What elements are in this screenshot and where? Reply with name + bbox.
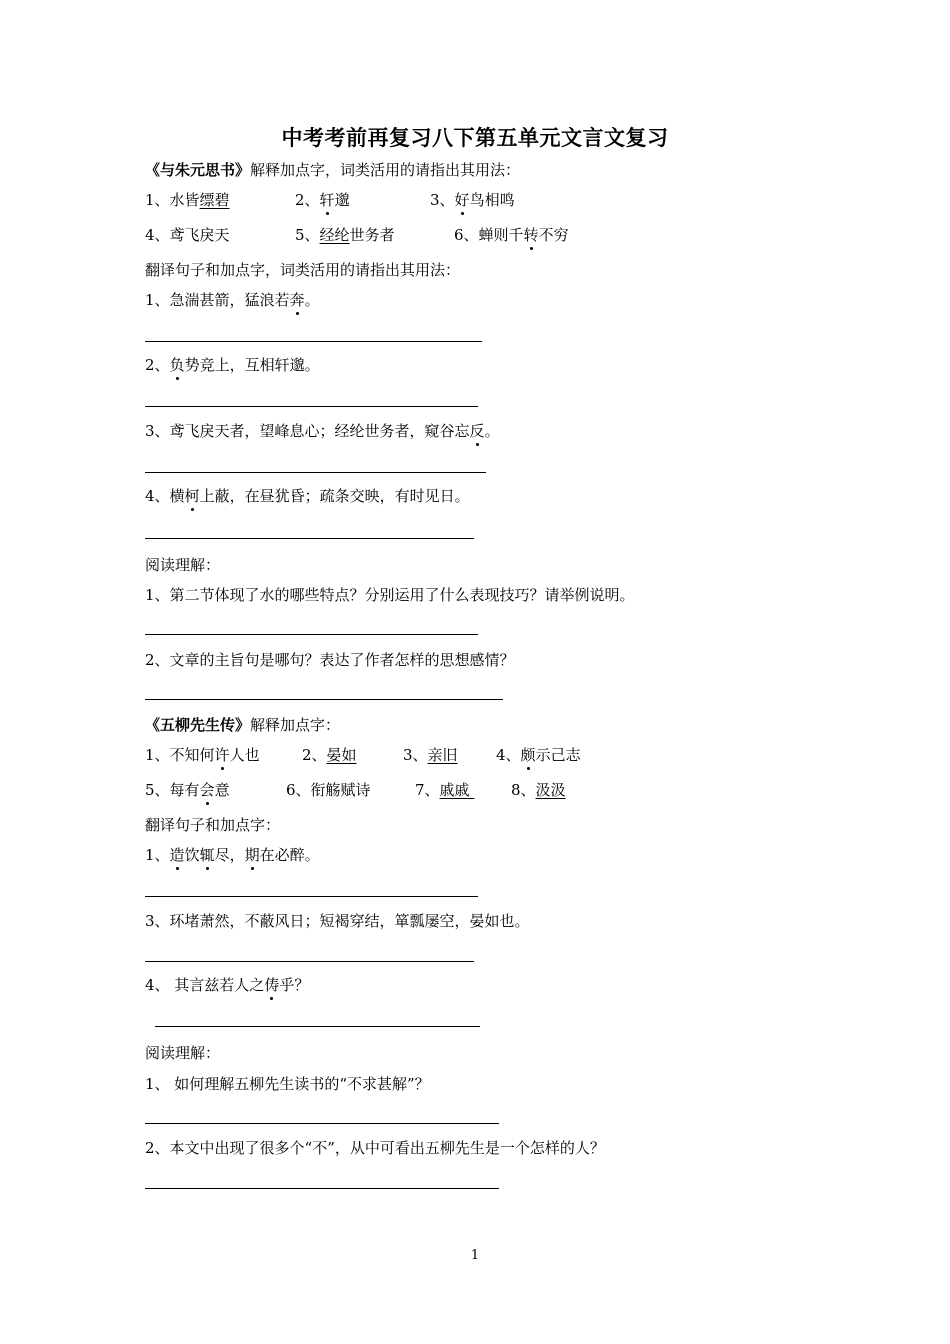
s2-word-8: 8、汲汲	[511, 781, 566, 799]
answer-line[interactable]	[145, 538, 474, 539]
s2-header-title: 《五柳先生传》	[145, 716, 251, 734]
s2-word-4: 4、颇示己志	[496, 746, 581, 764]
s1-question-1: 1、第二节体现了水的哪些特点？分别运用了什么表现技巧？请举例说明。	[145, 586, 635, 604]
s2-word-row-2	[145, 780, 845, 800]
answer-line[interactable]	[155, 1026, 480, 1027]
s2-reading-heading: 阅读理解：	[145, 1044, 221, 1062]
answer-line[interactable]	[145, 961, 474, 962]
answer-line[interactable]	[145, 896, 478, 897]
s2-header	[145, 715, 340, 735]
s1-sentence-2: 2、负势竞上，互相轩邈。	[145, 356, 320, 374]
s1-word-row-2	[145, 225, 845, 245]
s2-question-1: 1、 如何理解五柳先生读书的“不求甚解”？	[145, 1075, 430, 1093]
answer-line[interactable]	[145, 472, 486, 473]
s2-word-6: 6、衔觞赋诗	[286, 781, 371, 799]
s2-sentence-1: 1、造饮辄尽，期在必醉。	[145, 846, 320, 864]
document-title: 中考考前再复习八下第五单元文言文复习	[281, 125, 669, 150]
s1-question-2: 2、文章的主旨句是哪句？表达了作者怎样的思想感情？	[145, 651, 515, 669]
s1-word-5: 5、经纶世务者	[295, 226, 395, 244]
s1-header	[145, 160, 520, 180]
s1-sentence-3: 3、鸢飞戾天者，望峰息心；经纶世务者，窥谷忘反。	[145, 422, 500, 440]
s1-word-2: 2、轩邈	[295, 191, 350, 209]
s2-word-3: 3、亲旧	[403, 746, 458, 764]
answer-line[interactable]	[145, 634, 478, 635]
s1-header-instruction: 解释加点字，词类活用的请指出其用法：	[250, 161, 521, 179]
s2-word-row-1	[145, 745, 845, 765]
s2-word-1: 1、不知何许人也	[145, 746, 260, 764]
s1-sentence-1: 1、急湍甚箭，猛浪若奔。	[145, 291, 320, 309]
answer-line[interactable]	[145, 1123, 499, 1124]
s2-word-5: 5、每有会意	[145, 781, 230, 799]
s2-word-2: 2、晏如	[302, 746, 357, 764]
answer-line[interactable]	[145, 1188, 499, 1189]
s2-translate-heading: 翻译句子和加点字：	[145, 816, 281, 834]
answer-line[interactable]	[145, 341, 482, 342]
s1-reading-heading: 阅读理解：	[145, 556, 221, 574]
s1-word-6: 6、蝉则千转不穷	[454, 226, 569, 244]
s2-sentence-4: 4、 其言兹若人之俦乎？	[145, 976, 310, 994]
s2-sentence-3: 3、环堵萧然，不蔽风日；短褐穿结，箪瓢屡空，晏如也。	[145, 912, 530, 930]
s1-word-3: 3、好鸟相鸣	[430, 191, 515, 209]
s1-word-4: 4、鸢飞戾天	[145, 226, 230, 244]
answer-line[interactable]	[145, 406, 478, 407]
s1-translate-heading: 翻译句子和加点字，词类活用的请指出其用法：	[145, 261, 461, 279]
s1-header-title: 《与朱元思书》	[145, 161, 251, 179]
answer-line[interactable]	[145, 699, 503, 700]
s1-word-1: 1、水皆缥碧	[145, 191, 230, 209]
page-number: 1	[470, 1248, 480, 1263]
s1-sentence-4: 4、横柯上蔽，在昼犹昏；疏条交映，有时见日。	[145, 487, 470, 505]
s1-word-row-1	[145, 190, 845, 210]
s2-header-instruction: 解释加点字：	[250, 716, 341, 734]
s2-question-2: 2、本文中出现了很多个“不”，从中可看出五柳先生是一个怎样的人？	[145, 1139, 605, 1157]
s2-word-7: 7、戚戚	[415, 781, 475, 799]
